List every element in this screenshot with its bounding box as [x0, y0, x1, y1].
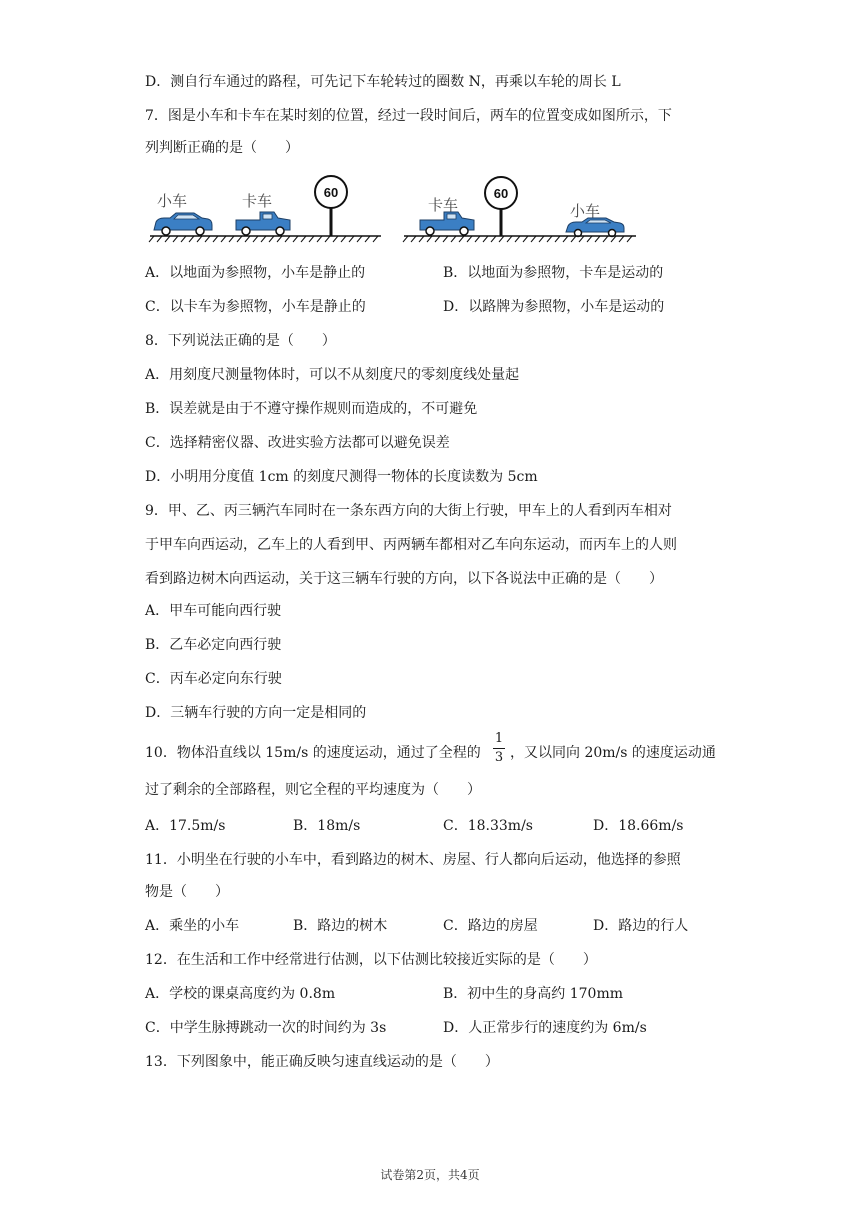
q10-option-a[interactable]: A．17.5m/s	[145, 818, 226, 834]
q11-stem-line1: 11．小明坐在行驶的小车中，看到路边的树木、房屋、行人都向后运动，他选择的参照	[145, 852, 681, 868]
q10-option-b[interactable]: B．18m/s	[293, 818, 361, 834]
q10-option-c[interactable]: C．18.33m/s	[443, 818, 533, 834]
q12-option-b[interactable]: B．初中生的身高约 170mm	[443, 986, 624, 1002]
left-car-label: 小车	[157, 193, 188, 210]
q11-stem-line2: 物是（ ）	[145, 884, 229, 900]
q12-stem: 12．在生活和工作中经常进行估测，以下估测比较接近实际的是（ ）	[145, 952, 597, 968]
left-truck-label: 卡车	[242, 193, 273, 210]
q8-stem: 8．下列说法正确的是（ ）	[145, 333, 336, 349]
q7-option-c[interactable]: C．以卡车为参照物，小车是静止的	[145, 299, 366, 315]
q7-option-b[interactable]: B．以地面为参照物，卡车是运动的	[443, 265, 664, 281]
right-car-icon	[566, 218, 624, 237]
q7-stem-line2: 列判断正确的是（ ）	[145, 140, 299, 156]
q8-option-b[interactable]: B．误差就是由于不遵守操作规则而造成的，不可避免	[145, 401, 478, 417]
q9-option-a[interactable]: A．甲车可能向西行驶	[145, 603, 282, 619]
q12-option-c[interactable]: C．中学生脉搏跳动一次的时间约为 3s	[145, 1020, 387, 1036]
fraction-denominator: 3	[494, 750, 504, 765]
q7-option-a[interactable]: A．以地面为参照物，小车是静止的	[145, 265, 366, 281]
right-truck-icon	[420, 212, 474, 235]
q9-stem-line3: 看到路边树木向西运动，关于这三辆车行驶的方向，以下各说法中正确的是（ ）	[145, 571, 663, 587]
q12-option-a[interactable]: A．学校的课桌高度约为 0.8m	[145, 986, 336, 1002]
q9-option-c[interactable]: C．丙车必定向东行驶	[145, 671, 282, 687]
left-truck-icon	[236, 212, 290, 235]
fraction-numerator: 1	[494, 731, 504, 746]
q8-option-c[interactable]: C．选择精密仪器、改进实验方法都可以避免误差	[145, 435, 450, 451]
left-sign-text: 60	[323, 185, 339, 200]
q12-option-d[interactable]: D．人正常步行的速度约为 6m/s	[443, 1020, 647, 1036]
q10-stem-line1-b: ，又以同向 20m/s 的速度运动通	[510, 745, 716, 761]
q8-option-d[interactable]: D．小明用分度值 1cm 的刻度尺测得一物体的长度读数为 5cm	[145, 469, 538, 485]
q11-option-b[interactable]: B．路边的树木	[293, 918, 388, 934]
q10-fraction	[493, 731, 505, 766]
q9-option-b[interactable]: B．乙车必定向西行驶	[145, 637, 282, 653]
right-truck-label: 卡车	[428, 197, 459, 214]
q8-option-a[interactable]: A．用刻度尺测量物体时，可以不从刻度尺的零刻度线处量起	[145, 367, 520, 383]
q10-stem-line1-a: 10．物体沿直线以 15m/s 的速度运动，通过了全程的	[145, 745, 481, 761]
fraction-bar	[493, 748, 505, 749]
q9-option-d[interactable]: D．三辆车行驶的方向一定是相同的	[145, 705, 367, 721]
right-sign-text: 60	[493, 186, 509, 201]
q7-stem-line1: 7．图是小车和卡车在某时刻的位置，经过一段时间后，两车的位置变成如图所示，下	[145, 108, 672, 124]
q11-option-a[interactable]: A．乘坐的小车	[145, 918, 240, 934]
page-footer: 试卷第2页，共4页	[380, 1168, 480, 1182]
left-car-icon	[154, 213, 212, 235]
q13-stem: 13．下列图象中，能正确反映匀速直线运动的是（ ）	[145, 1054, 499, 1070]
q10-stem-line2: 过了剩余的全部路程，则它全程的平均速度为（ ）	[145, 782, 481, 798]
q7-figure-right	[402, 172, 638, 244]
right-car-label: 小车	[570, 203, 601, 220]
q7-figure-left	[148, 172, 388, 244]
q10-option-d[interactable]: D．18.66m/s	[593, 818, 684, 834]
q6-option-d: D．测自行车通过的路程，可先记下车轮转过的圈数 N，再乘以车轮的周长 L	[145, 74, 621, 90]
q11-option-d[interactable]: D．路边的行人	[593, 918, 689, 934]
q9-stem-line2: 于甲车向西运动，乙车上的人看到甲、丙两辆车都相对乙车向东运动，而丙车上的人则	[145, 537, 677, 553]
q11-option-c[interactable]: C．路边的房屋	[443, 918, 538, 934]
q7-option-d[interactable]: D．以路牌为参照物，小车是运动的	[443, 299, 665, 315]
q9-stem-line1: 9．甲、乙、丙三辆汽车同时在一条东西方向的大街上行驶，甲车上的人看到丙车相对	[145, 503, 672, 519]
